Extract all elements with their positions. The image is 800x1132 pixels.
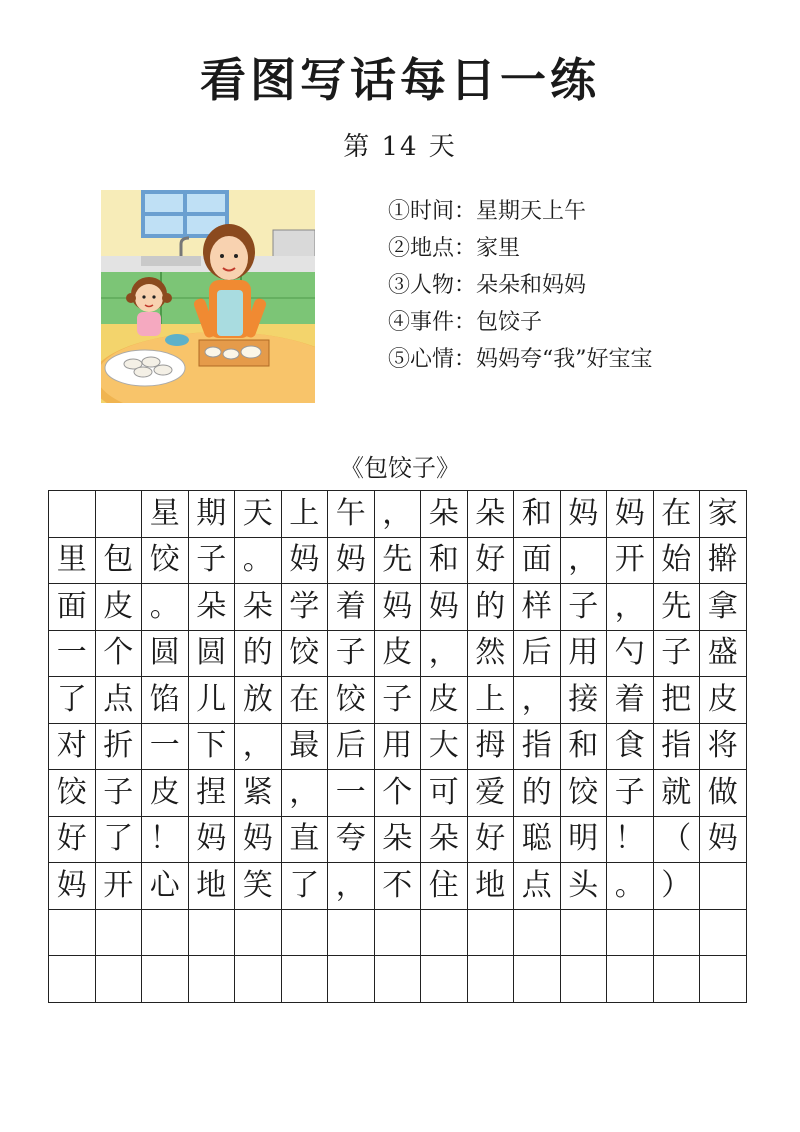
grid-cell: 。 <box>142 584 189 631</box>
grid-cell: ， <box>235 724 282 771</box>
grid-cell: 住 <box>421 863 468 910</box>
grid-cell: 妈 <box>375 584 422 631</box>
grid-cell <box>561 910 608 957</box>
grid-cell: 始 <box>654 538 701 585</box>
page-title: 看图写话每日一练 <box>200 53 600 107</box>
grid-cell <box>514 956 561 1003</box>
grid-row <box>49 538 747 585</box>
grid-cell: 拇 <box>468 724 515 771</box>
grid-cell: 皮 <box>96 584 143 631</box>
grid-cell: 的 <box>468 584 515 631</box>
grid-row <box>49 817 747 864</box>
grid-cell: 和 <box>561 724 608 771</box>
grid-cell: 儿 <box>189 677 236 724</box>
grid-cell <box>235 910 282 957</box>
grid-cell <box>654 956 701 1003</box>
grid-cell: 先 <box>375 538 422 585</box>
grid-cell: 皮 <box>421 677 468 724</box>
grid-cell: 里 <box>49 538 96 585</box>
grid-row <box>49 956 747 1003</box>
illustration <box>101 190 315 403</box>
grid-cell: 了 <box>282 863 329 910</box>
grid-cell: 和 <box>421 538 468 585</box>
info-characters: ③人物：朵朵和妈妈 <box>388 273 587 298</box>
info-event: ④事件：包饺子 <box>388 310 543 335</box>
grid-cell: 朵 <box>375 817 422 864</box>
grid-cell <box>328 956 375 1003</box>
grid-cell <box>700 956 747 1003</box>
grid-cell: ！ <box>142 817 189 864</box>
grid-cell: ， <box>375 491 422 538</box>
grid-cell: 好 <box>468 817 515 864</box>
grid-cell: 把 <box>654 677 701 724</box>
grid-cell: 妈 <box>700 817 747 864</box>
grid-cell: 子 <box>654 631 701 678</box>
grid-cell <box>142 956 189 1003</box>
grid-cell <box>607 956 654 1003</box>
grid-cell: 妈 <box>235 817 282 864</box>
grid-cell: 了 <box>96 817 143 864</box>
grid-cell <box>328 910 375 957</box>
grid-cell: 一 <box>328 770 375 817</box>
grid-cell: 可 <box>421 770 468 817</box>
grid-cell: 子 <box>96 770 143 817</box>
grid-cell: 食 <box>607 724 654 771</box>
grid-row <box>49 677 747 724</box>
grid-cell: 了 <box>49 677 96 724</box>
grid-cell: 妈 <box>49 863 96 910</box>
grid-cell: ， <box>607 584 654 631</box>
info-place: ②地点：家里 <box>388 236 521 261</box>
grid-cell: 后 <box>514 631 561 678</box>
grid-cell <box>49 491 96 538</box>
grid-cell: 。 <box>607 863 654 910</box>
grid-cell <box>375 910 422 957</box>
grid-cell: 皮 <box>375 631 422 678</box>
grid-cell <box>282 910 329 957</box>
grid-cell: 学 <box>282 584 329 631</box>
grid-cell <box>96 491 143 538</box>
grid-cell: 。 <box>235 538 282 585</box>
grid-cell: 朵 <box>421 491 468 538</box>
grid-cell: 的 <box>514 770 561 817</box>
grid-cell <box>561 956 608 1003</box>
grid-cell: 妈 <box>561 491 608 538</box>
grid-cell: 朵 <box>235 584 282 631</box>
grid-cell: 对 <box>49 724 96 771</box>
info-time: ①时间：星期天上午 <box>388 199 587 224</box>
grid-cell: 用 <box>375 724 422 771</box>
grid-cell: 妈 <box>421 584 468 631</box>
grid-cell: 大 <box>421 724 468 771</box>
grid-cell: 直 <box>282 817 329 864</box>
grid-row <box>49 724 747 771</box>
grid-cell: 子 <box>607 770 654 817</box>
grid-cell: 子 <box>189 538 236 585</box>
grid-cell: ， <box>514 677 561 724</box>
grid-cell: 面 <box>514 538 561 585</box>
grid-cell <box>375 956 422 1003</box>
grid-cell <box>96 910 143 957</box>
grid-row <box>49 631 747 678</box>
grid-cell: 不 <box>375 863 422 910</box>
grid-cell: 勺 <box>607 631 654 678</box>
grid-cell: 擀 <box>700 538 747 585</box>
grid-cell: 开 <box>96 863 143 910</box>
grid-cell: 星 <box>142 491 189 538</box>
grid-cell <box>49 910 96 957</box>
grid-cell <box>654 910 701 957</box>
grid-cell: 和 <box>514 491 561 538</box>
writing-grid <box>48 490 747 1003</box>
grid-cell: 指 <box>654 724 701 771</box>
grid-cell: 头 <box>561 863 608 910</box>
grid-cell: ， <box>421 631 468 678</box>
grid-cell: ， <box>328 863 375 910</box>
grid-cell: 个 <box>375 770 422 817</box>
grid-cell <box>468 910 515 957</box>
grid-cell: 拿 <box>700 584 747 631</box>
grid-cell <box>421 910 468 957</box>
grid-cell: 爱 <box>468 770 515 817</box>
grid-cell: 子 <box>375 677 422 724</box>
grid-cell: 一 <box>142 724 189 771</box>
grid-cell: 饺 <box>49 770 96 817</box>
grid-cell: 最 <box>282 724 329 771</box>
grid-cell: 妈 <box>189 817 236 864</box>
grid-cell: ， <box>561 538 608 585</box>
grid-cell: 后 <box>328 724 375 771</box>
grid-cell: 样 <box>514 584 561 631</box>
grid-cell: 圆 <box>142 631 189 678</box>
grid-cell: 笑 <box>235 863 282 910</box>
grid-cell: 在 <box>282 677 329 724</box>
grid-cell: 开 <box>607 538 654 585</box>
grid-row <box>49 910 747 957</box>
grid-cell <box>700 863 747 910</box>
grid-cell: 折 <box>96 724 143 771</box>
grid-cell: 捏 <box>189 770 236 817</box>
grid-cell: 接 <box>561 677 608 724</box>
grid-cell: 指 <box>514 724 561 771</box>
grid-cell <box>49 956 96 1003</box>
grid-cell: 期 <box>189 491 236 538</box>
grid-cell <box>421 956 468 1003</box>
grid-cell: 圆 <box>189 631 236 678</box>
grid-cell: 好 <box>468 538 515 585</box>
grid-row <box>49 770 747 817</box>
grid-cell: 的 <box>235 631 282 678</box>
grid-cell: 下 <box>189 724 236 771</box>
grid-cell: 面 <box>49 584 96 631</box>
grid-cell <box>468 956 515 1003</box>
grid-row <box>49 863 747 910</box>
grid-cell: 放 <box>235 677 282 724</box>
grid-cell: 就 <box>654 770 701 817</box>
grid-cell: 然 <box>468 631 515 678</box>
grid-cell: 上 <box>468 677 515 724</box>
grid-cell: 包 <box>96 538 143 585</box>
grid-cell: 点 <box>514 863 561 910</box>
grid-cell: 用 <box>561 631 608 678</box>
kitchen-illustration <box>101 190 315 403</box>
grid-cell <box>700 910 747 957</box>
grid-cell: 点 <box>96 677 143 724</box>
grid-cell: 皮 <box>142 770 189 817</box>
grid-cell: 心 <box>142 863 189 910</box>
grid-row <box>49 491 747 538</box>
grid-cell: 朵 <box>189 584 236 631</box>
grid-cell: 聪 <box>514 817 561 864</box>
grid-cell: 午 <box>328 491 375 538</box>
grid-cell: （ <box>654 817 701 864</box>
day-label: 第 14 天 <box>343 132 457 162</box>
grid-cell: 明 <box>561 817 608 864</box>
essay-title: 《包饺子》 <box>340 454 460 482</box>
grid-cell: 饺 <box>561 770 608 817</box>
grid-cell: ！ <box>607 817 654 864</box>
grid-cell: 饺 <box>282 631 329 678</box>
grid-cell <box>189 956 236 1003</box>
grid-cell <box>282 956 329 1003</box>
grid-cell: 着 <box>607 677 654 724</box>
grid-cell: 妈 <box>607 491 654 538</box>
grid-cell: 子 <box>561 584 608 631</box>
grid-cell: 一 <box>49 631 96 678</box>
grid-cell <box>96 956 143 1003</box>
grid-cell: 饺 <box>142 538 189 585</box>
grid-cell: 妈 <box>328 538 375 585</box>
grid-cell: ） <box>654 863 701 910</box>
grid-cell: 盛 <box>700 631 747 678</box>
grid-cell: 皮 <box>700 677 747 724</box>
grid-cell: 先 <box>654 584 701 631</box>
grid-cell: 朵 <box>468 491 515 538</box>
grid-cell <box>514 910 561 957</box>
grid-cell: 地 <box>468 863 515 910</box>
grid-cell: 妈 <box>282 538 329 585</box>
grid-cell <box>235 956 282 1003</box>
grid-cell: 馅 <box>142 677 189 724</box>
grid-cell: 紧 <box>235 770 282 817</box>
info-mood: ⑤心情：妈妈夸“我”好宝宝 <box>388 347 653 372</box>
grid-cell: 在 <box>654 491 701 538</box>
grid-cell: 好 <box>49 817 96 864</box>
grid-cell: 着 <box>328 584 375 631</box>
grid-cell: 家 <box>700 491 747 538</box>
grid-cell: ， <box>282 770 329 817</box>
grid-cell: 上 <box>282 491 329 538</box>
grid-row <box>49 584 747 631</box>
grid-cell: 朵 <box>421 817 468 864</box>
grid-cell <box>189 910 236 957</box>
grid-cell <box>607 910 654 957</box>
grid-cell: 子 <box>328 631 375 678</box>
info-list <box>388 193 768 378</box>
grid-cell: 饺 <box>328 677 375 724</box>
grid-cell: 天 <box>235 491 282 538</box>
grid-cell: 地 <box>189 863 236 910</box>
grid-cell <box>142 910 189 957</box>
grid-cell: 夸 <box>328 817 375 864</box>
grid-cell: 做 <box>700 770 747 817</box>
grid-cell: 个 <box>96 631 143 678</box>
grid-cell: 将 <box>700 724 747 771</box>
